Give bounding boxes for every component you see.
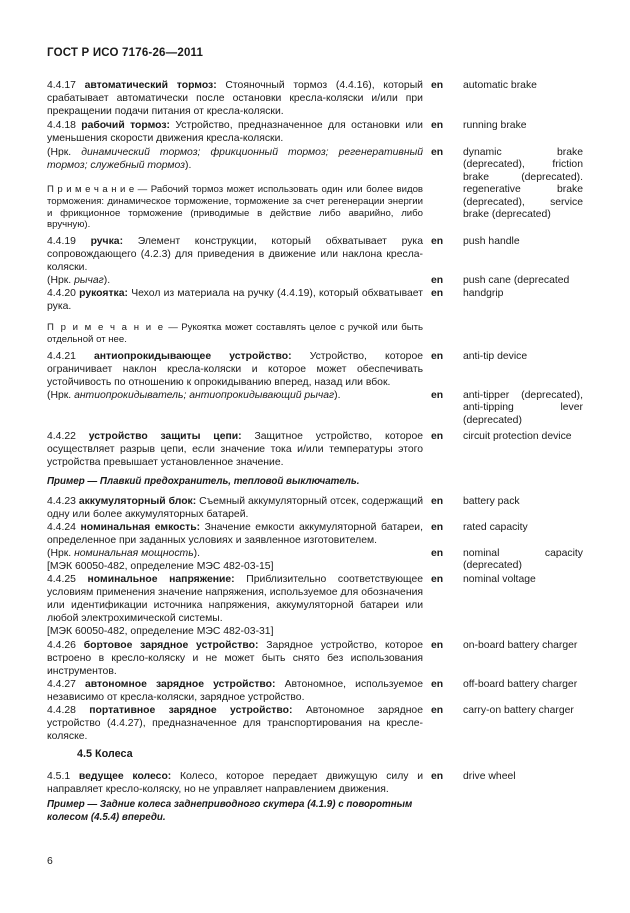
nrk-terms: номинальная мощность — [74, 548, 194, 559]
en-term: handgrip — [463, 288, 504, 299]
lang-code: en — [431, 705, 444, 716]
entry-definition: Защитное устройство, которое осуществляет разрыв цепи, если значение тока и/или температуры этого устройства превышает установленное значение. — [47, 431, 424, 468]
lang-code: en — [431, 390, 444, 401]
entry-4-4-27 — [47, 679, 423, 705]
entry-definition: Приблизительно соответствующее условиям применения значение напряжения, используемое для обозначения или идентификации источника напряжения, аккумуляторной батареи или любой электрохимической системы. — [47, 574, 424, 624]
entry-number: 4.4.21 — [47, 351, 76, 362]
en-term: drive wheel — [463, 771, 516, 782]
lang-code: en — [431, 431, 444, 442]
lang-code: en — [431, 496, 444, 507]
deprecated-terms — [47, 548, 423, 574]
example: Пример — Плавкий предохранитель, тепловой выключатель. — [47, 476, 360, 487]
entry-definition: Автономное зарядное устройство (4.4.27), предназначенное для транспортирования на кресле-коляске. — [47, 705, 423, 742]
en-term: on-board battery charger — [463, 640, 578, 651]
entry-definition: Элемент конструкции, который обхватывает рука сопровождающего (4.2.3) для приведения в движение или наклона кресла-коляски. — [47, 236, 423, 273]
entry-definition: Стояночный тормоз (4.4.16), который срабатывает автоматически после остановки кресла-коляски и/или при прекращении подачи питания от кресла-коляски. — [47, 80, 423, 117]
entry-definition: Автономное, используемое независимо от кресла-коляски, зарядное устройство. — [47, 679, 423, 703]
example: Пример — Задние колеса заднеприводного скутера (4.1.9) с поворотным колесом (4.5.4) впереди. — [47, 799, 413, 823]
page-header: ГОСТ Р ИСО 7176-26—2011 — [47, 47, 204, 59]
nrk-terms: антиопрокидыватель; антиопрокидывающий рычаг — [74, 390, 335, 401]
entry-term: номинальное напряжение: — [87, 574, 235, 585]
entry-4-4-24 — [47, 522, 423, 548]
note-label: П р и м е ч а н и е — [47, 322, 165, 333]
entry-4-4-28 — [47, 705, 423, 744]
entry-4-4-18 — [47, 120, 423, 146]
nrk-prefix: (Нрк. — [47, 548, 75, 559]
entry-definition: Колесо, которое передает движущую силу и направляет кресло-коляску, но не управляет направлением движения. — [47, 771, 423, 795]
entry-number: 4.4.20 — [47, 288, 76, 299]
note-label: П р и м е ч а н и е — [47, 184, 135, 195]
lang-code: en — [431, 236, 444, 247]
deprecated-terms — [47, 390, 423, 403]
nrk-suffix: ). — [334, 390, 341, 401]
entry-number: 4.4.24 — [47, 522, 76, 533]
lang-code: en — [431, 80, 444, 91]
entry-number: 4.4.28 — [47, 705, 76, 716]
en-term: dynamic brake (deprecated), friction brake (deprecated). regenerative brake (deprecated), service brake (deprecated) — [463, 147, 583, 221]
nrk-suffix: ). — [185, 159, 192, 171]
en-term: circuit protection device — [463, 431, 572, 442]
en-term: anti-tipper (deprecated), anti-tipping lever (deprecated) — [463, 390, 583, 426]
entry-term: аккумуляторный блок: — [78, 496, 197, 507]
lang-code: en — [431, 147, 444, 158]
entry-4-4-26 — [47, 640, 423, 679]
entry-definition: Устройство, которое ограничивает наклон кресла-коляски и которое может обеспечивать устойчивость по отношению к опрокидыванию вперед, назад или вбок. — [47, 351, 423, 388]
entry-number: 4.4.18 — [47, 120, 76, 131]
lang-code: en — [431, 275, 444, 286]
entry-number: 4.4.25 — [47, 574, 76, 585]
entry-term: антиопрокидывающее устройство: — [93, 351, 292, 362]
entry-term: ведущее колесо: — [78, 771, 172, 782]
entry-definition: Съемный аккумуляторный отсек, содержащий одну или более аккумуляторных батарей. — [47, 496, 423, 520]
entry-definition: Устройство, предназначенное для остановки или уменьшения скорости движения кресла-коляски. — [47, 120, 423, 144]
standard-reference: [МЭК 60050-482, определение МЭС 482-03-15] — [47, 560, 274, 572]
en-term: rated capacity — [463, 522, 528, 533]
lang-code: en — [431, 640, 444, 651]
nrk-terms: рычаг — [74, 275, 104, 286]
deprecated-terms — [47, 275, 423, 288]
en-term: off-board battery charger — [463, 679, 578, 690]
note — [47, 184, 423, 231]
nrk-prefix: (Нрк. — [47, 147, 82, 158]
lang-code: en — [431, 351, 444, 362]
entry-term: автоматический тормоз: — [84, 80, 217, 91]
note — [47, 322, 423, 346]
entry-term: номинальная емкость: — [80, 522, 201, 533]
lang-code: en — [431, 522, 444, 533]
entry-4-4-25 — [47, 574, 423, 639]
en-term: battery pack — [463, 496, 520, 507]
lang-code: en — [431, 771, 444, 782]
nrk-prefix: (Нрк. — [47, 275, 75, 286]
nrk-prefix: (Нрк. — [47, 390, 75, 401]
entry-definition: Значение емкости аккумуляторной батареи, определенное при заданных условиях и заявленное изготовителем. — [47, 522, 423, 546]
entry-term: рабочий тормоз: — [81, 120, 170, 131]
nrk-terms: динамический тормоз; фрикционный тормоз; регенеративный тормоз; служебный тормоз — [47, 147, 423, 171]
en-term: push cane (deprecated — [463, 275, 570, 286]
entry-4-4-22 — [47, 431, 423, 470]
en-term: carry-on battery charger — [463, 705, 574, 716]
deprecated-terms — [47, 147, 423, 173]
en-term: anti-tip device — [463, 351, 528, 362]
note-text: — Рукоятка может составлять целое с ручкой или быть отдельной от нее. — [47, 322, 423, 345]
entry-definition: Чехол из материала на ручку (4.4.19), который обхватывает рука. — [47, 288, 424, 312]
entry-number: 4.4.27 — [47, 679, 76, 690]
note-text: — Рабочий тормоз может использовать один или более видов торможения: динамическое торможение, торможение за счет регенерации энергии и фрикционное торможение (приводимые в действие либо аварийно, либо вручную). — [47, 184, 423, 231]
entry-number: 4.4.23 — [47, 496, 76, 507]
entry-number: 4.4.17 — [47, 80, 76, 91]
entry-4-4-19 — [47, 236, 423, 275]
lang-code: en — [431, 548, 444, 559]
entry-term: бортовое зарядное устройство: — [83, 640, 259, 651]
en-term: nominal voltage — [463, 574, 536, 585]
lang-code: en — [431, 288, 444, 299]
section-heading: 4.5 Колеса — [77, 748, 133, 760]
entry-term: автономное зарядное устройство: — [84, 679, 276, 690]
en-term: push handle — [463, 236, 520, 247]
nrk-suffix: ). — [103, 275, 111, 286]
entry-number: 4.4.19 — [47, 236, 76, 247]
entry-4-4-21 — [47, 351, 423, 390]
en-term: running brake — [463, 120, 527, 131]
entry-term: ручка: — [90, 236, 124, 247]
en-term: automatic brake — [463, 80, 537, 91]
entry-term: рукоятка: — [79, 288, 128, 299]
entry-4-4-17 — [47, 80, 423, 119]
lang-code: en — [431, 574, 444, 585]
entry-4-4-23 — [47, 496, 423, 522]
nrk-suffix: ). — [193, 548, 201, 559]
en-term: nominal capacity (deprecated) — [463, 548, 583, 572]
lang-code: en — [431, 120, 444, 131]
entry-term: портативное зарядное устройство: — [89, 705, 293, 716]
standard-reference: [МЭК 60050-482, определение МЭС 482-03-31] — [47, 625, 274, 637]
entry-4-5-1 — [47, 771, 423, 797]
entry-number: 4.4.22 — [47, 431, 76, 442]
entry-number: 4.4.26 — [47, 640, 76, 651]
entry-term: устройство защиты цепи: — [88, 431, 242, 442]
entry-definition: Зарядное устройство, которое встроено в кресло-коляску и не может быть снято без использования инструментов. — [47, 640, 423, 677]
entry-4-4-20 — [47, 288, 423, 314]
page-number: 6 — [47, 856, 53, 867]
lang-code: en — [431, 679, 444, 690]
entry-number: 4.5.1 — [47, 771, 71, 782]
